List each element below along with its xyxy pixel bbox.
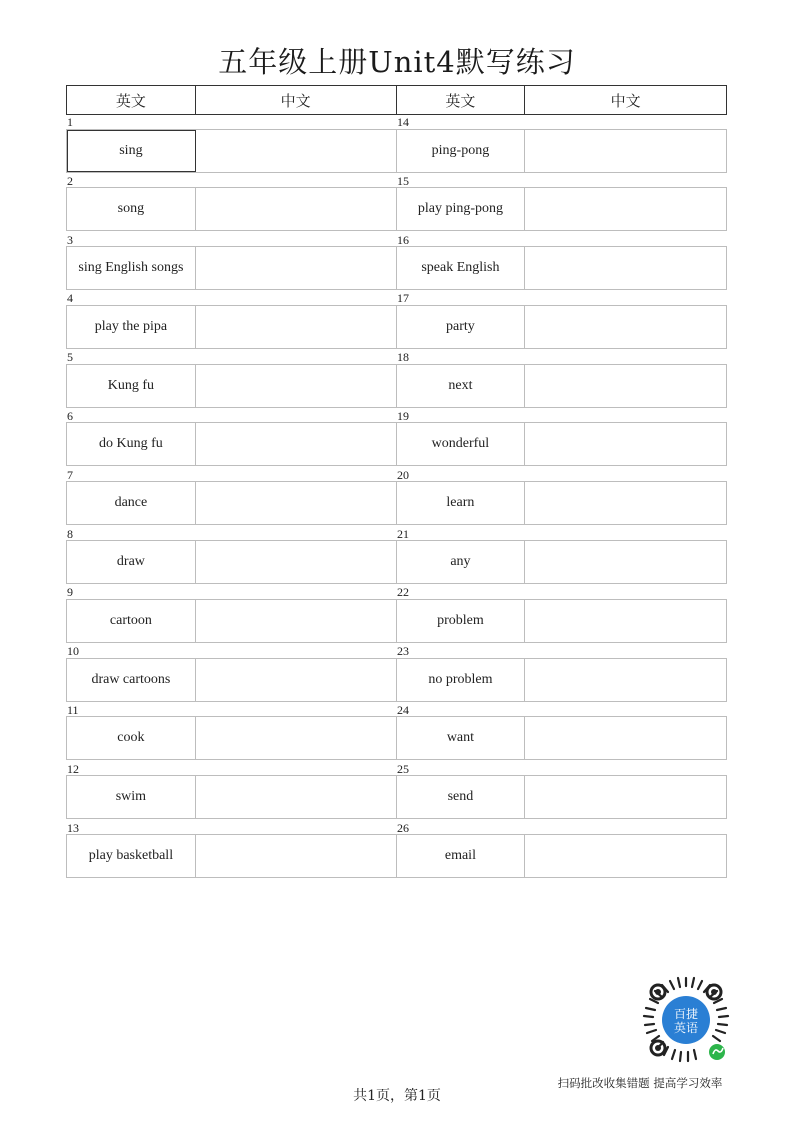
item-number: 21 xyxy=(397,526,409,541)
item-number: 14 xyxy=(397,115,409,129)
chinese-answer-field[interactable] xyxy=(196,541,397,583)
table-row xyxy=(66,586,727,645)
chinese-answer-field[interactable] xyxy=(525,776,726,818)
item-number: 23 xyxy=(397,644,409,659)
chinese-answer-field[interactable] xyxy=(196,776,397,818)
chinese-answer-field[interactable] xyxy=(525,365,726,407)
qr-logo-line1: 百捷 xyxy=(673,1007,699,1021)
english-word: play basketball xyxy=(67,835,196,877)
chinese-answer-field[interactable] xyxy=(196,600,397,642)
item-number: 8 xyxy=(67,526,73,541)
qr-code-icon[interactable] xyxy=(638,972,734,1068)
chinese-answer-field[interactable] xyxy=(525,717,726,759)
item-number: 7 xyxy=(67,467,73,482)
english-word: cook xyxy=(67,717,196,759)
english-word: draw xyxy=(67,541,196,583)
chinese-answer-field[interactable] xyxy=(196,365,397,407)
english-word: draw cartoons xyxy=(67,659,196,701)
table-row xyxy=(66,116,727,175)
chinese-answer-field[interactable] xyxy=(525,482,726,524)
item-number: 3 xyxy=(67,232,73,247)
chinese-answer-field[interactable] xyxy=(196,130,397,172)
english-word: sing xyxy=(67,130,196,172)
chinese-answer-field[interactable] xyxy=(196,188,397,230)
english-word: swim xyxy=(67,776,196,818)
item-number: 9 xyxy=(67,585,73,600)
header-chinese-left: 中文 xyxy=(196,86,397,114)
item-number: 15 xyxy=(397,173,409,188)
english-word: play the pipa xyxy=(67,306,196,348)
chinese-answer-field[interactable] xyxy=(525,306,726,348)
chinese-answer-field[interactable] xyxy=(525,600,726,642)
chinese-answer-field[interactable] xyxy=(525,130,726,172)
item-number: 6 xyxy=(67,408,73,423)
item-number: 24 xyxy=(397,702,409,717)
english-word: want xyxy=(397,717,526,759)
english-word: no problem xyxy=(397,659,526,701)
table-row xyxy=(66,469,727,528)
table-row xyxy=(66,528,727,587)
chinese-answer-field[interactable] xyxy=(196,835,397,877)
chinese-answer-field[interactable] xyxy=(525,247,726,289)
item-number: 25 xyxy=(397,761,409,776)
table-row xyxy=(66,822,727,881)
item-number: 4 xyxy=(67,291,73,306)
table-row xyxy=(66,410,727,469)
chinese-answer-field[interactable] xyxy=(196,423,397,465)
table-row xyxy=(66,234,727,293)
item-number: 11 xyxy=(67,702,79,717)
chinese-answer-field[interactable] xyxy=(525,835,726,877)
english-word: next xyxy=(397,365,526,407)
chinese-answer-field[interactable] xyxy=(196,659,397,701)
english-word: problem xyxy=(397,600,526,642)
item-number: 12 xyxy=(67,761,79,776)
english-word: ping-pong xyxy=(397,130,526,172)
chinese-answer-field[interactable] xyxy=(525,541,726,583)
item-number: 26 xyxy=(397,820,409,835)
chinese-answer-field[interactable] xyxy=(525,659,726,701)
item-number: 13 xyxy=(67,820,79,835)
english-word: party xyxy=(397,306,526,348)
chinese-answer-field[interactable] xyxy=(525,188,726,230)
item-number: 17 xyxy=(397,291,409,306)
english-word: wonderful xyxy=(397,423,526,465)
english-word: email xyxy=(397,835,526,877)
chinese-answer-field[interactable] xyxy=(525,423,726,465)
table-row xyxy=(66,704,727,763)
english-word: do Kung fu xyxy=(67,423,196,465)
item-number: 5 xyxy=(67,350,73,365)
item-number: 1 xyxy=(67,115,73,129)
header-chinese-right: 中文 xyxy=(610,91,641,110)
table-row xyxy=(66,292,727,351)
english-word: speak English xyxy=(397,247,526,289)
item-number: 22 xyxy=(397,585,409,600)
chinese-answer-field[interactable] xyxy=(196,482,397,524)
item-number: 20 xyxy=(397,467,409,482)
table-row xyxy=(66,175,727,234)
english-word: send xyxy=(397,776,526,818)
english-word: cartoon xyxy=(67,600,196,642)
table-row xyxy=(66,645,727,704)
header-english-left: 英文 xyxy=(67,86,196,114)
chinese-answer-field[interactable] xyxy=(196,717,397,759)
table-header xyxy=(66,85,727,115)
item-number: 10 xyxy=(67,644,79,659)
header-english-right: 英文 xyxy=(397,86,526,114)
page-footer: 共1页，第1页 xyxy=(353,1088,441,1104)
english-word: learn xyxy=(397,482,526,524)
english-word: any xyxy=(397,541,526,583)
qr-logo-line2: 英语 xyxy=(673,1021,699,1035)
table-row xyxy=(66,763,727,822)
item-number: 2 xyxy=(67,173,73,188)
chinese-answer-field[interactable] xyxy=(196,306,397,348)
english-word: dance xyxy=(67,482,196,524)
qr-caption: 扫码批改收集错题 提高学习效率 xyxy=(557,1076,723,1090)
english-word: sing English songs xyxy=(67,247,196,289)
table-row xyxy=(66,351,727,410)
english-word: Kung fu xyxy=(67,365,196,407)
item-number: 19 xyxy=(397,408,409,423)
vocab-table xyxy=(66,116,727,880)
item-number: 18 xyxy=(397,350,409,365)
english-word: song xyxy=(67,188,196,230)
english-word: play ping-pong xyxy=(397,188,526,230)
page-title: 五年级上册Unit4默写练习 xyxy=(218,45,576,79)
item-number: 16 xyxy=(397,232,409,247)
chinese-answer-field[interactable] xyxy=(196,247,397,289)
